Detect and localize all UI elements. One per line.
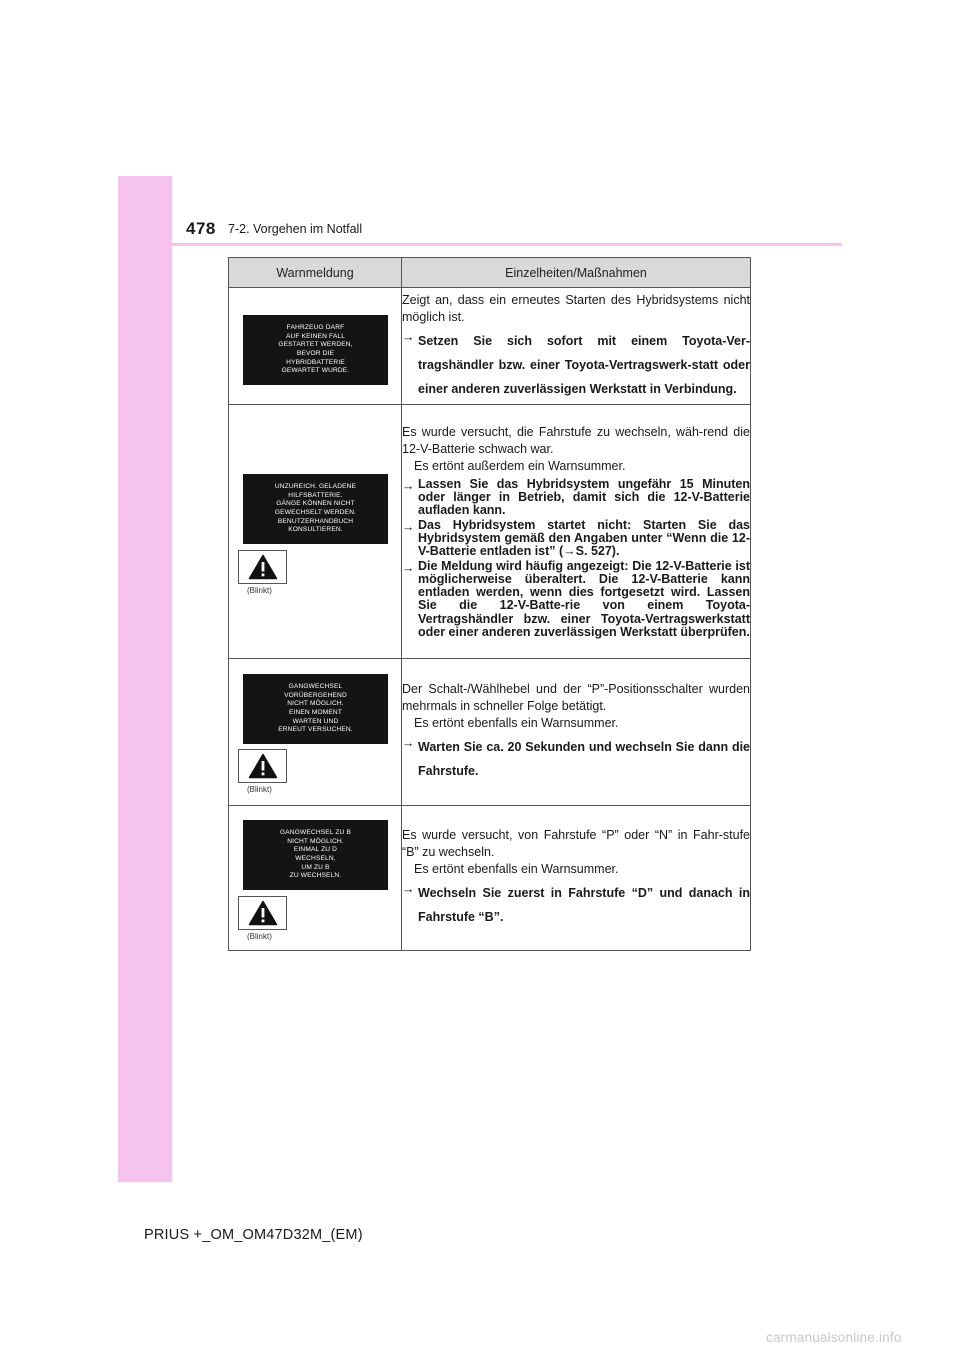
table-header-row: [229, 258, 751, 288]
warning-message-cell: [229, 806, 402, 951]
header-details-actions: Einzelheiten/Maßnahmen: [402, 258, 751, 288]
details-cell: [402, 659, 751, 806]
warning-message-cell: [229, 288, 402, 405]
warning-light-box: [238, 749, 287, 783]
display-message-text: FAHRZEUG DARF AUF KEINEN FALL GESTARTET WERDEN, BEVOR DIE HYBRIDBATTERIE GEWARTET WURDE.: [278, 324, 353, 375]
table-row: [229, 659, 751, 806]
warning-light-box: [238, 896, 287, 930]
header-warning-message: Warnmeldung: [229, 258, 402, 288]
table-row: [229, 288, 751, 405]
note-text: Es ertönt außerdem ein Warnsummer.: [414, 458, 626, 473]
arrow-icon: →: [402, 329, 415, 344]
display-message-text: GANGWECHSEL VORÜBERGEHEND NICHT MÖGLICH. EINEN MOMENT WARTEN UND ERNEUT VERSUCHEN.: [278, 683, 353, 734]
header-rule: [118, 243, 842, 246]
table-row: [229, 806, 751, 951]
action-item: [402, 519, 750, 559]
warning-message-cell: [229, 659, 402, 806]
document-code: PRIUS +_OM_OM47D32M_(EM): [144, 1227, 363, 1243]
action-text: Lassen Sie das Hybridsystem ungefähr 15 Minuten oder länger in Betrieb, damit sich die 12-V-Batterie aufladen kann.: [418, 476, 750, 518]
action-text: Warten Sie ca. 20 Sekunden und wechseln Sie dann die Fahrstufe.: [418, 740, 750, 778]
description-text: Der Schalt-/Wählhebel und der “P”-Positionsschalter wurden mehrmals in schneller Folge betätigt.: [402, 682, 750, 713]
display-message-text: GANGWECHSEL ZU B NICHT MÖGLICH. EINMAL ZU D WECHSELN, UM ZU B ZU WECHSELN.: [279, 829, 352, 880]
chapter-side-tab: [118, 176, 172, 1182]
details-cell: [402, 806, 751, 951]
warning-table: [228, 257, 751, 951]
display-message-screen: [243, 315, 388, 385]
details-cell: [402, 288, 751, 405]
table-row: [229, 405, 751, 659]
section-title: 7-2. Vorgehen im Notfall: [228, 222, 363, 236]
arrow-icon: →: [402, 736, 415, 750]
blink-label: (Blinkt): [247, 932, 272, 941]
note-text: Es ertönt ebenfalls ein Warnsummer.: [414, 716, 619, 730]
arrow-icon: →: [402, 560, 415, 575]
action-text: Setzen Sie sich sofort mit einem Toyota-Ver-tragshändler bzw. einer Toyota-Vertragswerk-statt oder einer anderen zuverlässigen Werkstatt in Verbindung.: [418, 333, 750, 396]
action-item: [402, 478, 750, 518]
page-number: 478: [186, 219, 216, 238]
note-text: Es ertönt ebenfalls ein Warnsummer.: [414, 862, 619, 876]
blink-label: (Blinkt): [247, 785, 272, 794]
action-text: Das Hybridsystem startet nicht: Starten Sie das Hybridsystem gemäß den Angaben unter “Wenn die 12-V-Batterie entladen ist” (→S. 527).: [418, 517, 750, 559]
display-message-screen: [243, 674, 388, 744]
action-item: [402, 560, 750, 640]
display-message-text: UNZUREICH. GELADENE HILFSBATTERIE. GÄNGE KÖNNEN NICHT GEWECHSELT WERDEN. BENUTZERHANDBUCH KONSULTIEREN.: [274, 483, 357, 534]
action-item: [402, 329, 750, 401]
display-message-screen: [243, 820, 388, 890]
warning-light-box: [238, 550, 287, 584]
description-text: Zeigt an, dass ein erneutes Starten des Hybridsystems nicht möglich ist.: [402, 292, 750, 324]
action-text: Die Meldung wird häufig angezeigt: Die 12-V-Batterie ist möglicherweise überaltert. Die 12-V-Batterie kann entladen werden, wenn dies fortgesetzt wird. Lassen Sie die 12-V-Batte-rie von einem Toyota-Vertragshändler bzw. einer Toyota-Vertragswerkstatt oder einer anderen zuverlässigen Werkstatt überprüfen.: [418, 558, 750, 639]
action-text: Wechseln Sie zuerst in Fahrstufe “D” und danach in Fahrstufe “B”.: [418, 886, 750, 924]
description-text: Es wurde versucht, die Fahrstufe zu wechseln, wäh-rend die 12-V-Batterie schwach war.: [402, 424, 750, 456]
action-item: [402, 881, 750, 929]
display-message-screen: [243, 474, 388, 544]
blink-label: (Blinkt): [247, 586, 272, 595]
action-item: [402, 735, 750, 783]
arrow-icon: →: [402, 478, 415, 493]
watermark-link[interactable]: carmanualsonline.info: [766, 1330, 902, 1345]
arrow-icon: →: [402, 519, 415, 534]
warning-message-cell: [229, 405, 402, 659]
arrow-icon: →: [402, 882, 415, 896]
warning-triangle-icon: [248, 753, 278, 779]
warning-triangle-icon: [248, 554, 278, 580]
details-cell: [402, 405, 751, 659]
description-text: Es wurde versucht, von Fahrstufe “P” oder “N” in Fahr-stufe “B” zu wechseln.: [402, 828, 750, 859]
warning-triangle-icon: [248, 900, 278, 926]
